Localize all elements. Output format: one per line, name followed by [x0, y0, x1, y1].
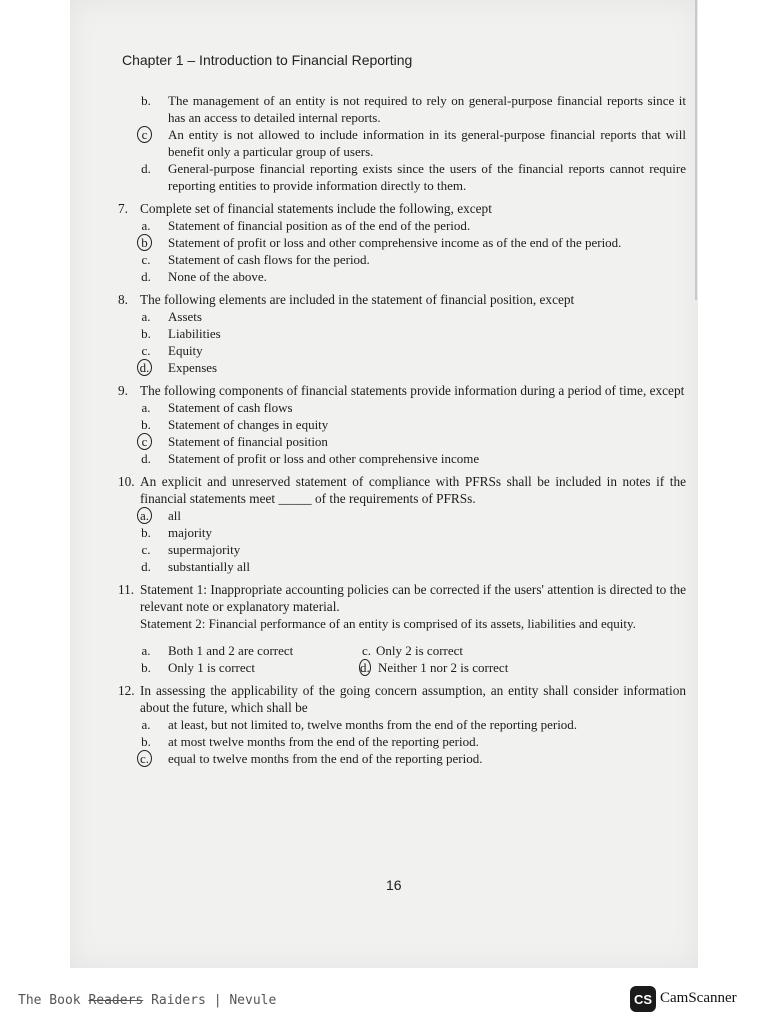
- question-text: The following elements are included in the statement of financial position, except: [140, 292, 575, 307]
- choice-letter-circled: d.: [360, 660, 370, 675]
- choice-letter: b.: [141, 417, 151, 432]
- question-11: [118, 581, 686, 676]
- choice-text: Equity: [168, 343, 203, 358]
- choice-letter: c.: [362, 643, 372, 658]
- choice-letter: c.: [141, 252, 151, 267]
- choice-letter-circled: a.: [137, 507, 152, 524]
- choice-letter-circled: c.: [137, 750, 152, 767]
- question-item: [118, 382, 686, 467]
- question-number: 11.: [118, 582, 135, 597]
- choice-text: Expenses: [168, 360, 218, 375]
- choice-item[interactable]: [140, 160, 686, 194]
- choice-item[interactable]: [140, 126, 686, 160]
- choices-list: [140, 716, 686, 767]
- choice-letter: a.: [141, 400, 151, 415]
- question-number: 9.: [118, 383, 128, 398]
- choice-letter: c.: [141, 343, 151, 358]
- footer-text-a: The Book: [18, 993, 89, 1008]
- question-text: An explicit and unreserved statement of compliance with PFRSs shall be included in notes if the financial statements meet _____ of the requirements of PFRSs.: [140, 474, 686, 506]
- choice-text: Neither 1 nor 2 is correct: [378, 660, 509, 675]
- question-text: The following components of financial statements provide information during a period of time, except: [140, 383, 685, 398]
- choice-item[interactable]: [140, 507, 686, 524]
- choice-text: Statement of financial position: [168, 434, 328, 449]
- question-item: [118, 200, 686, 285]
- choice-item[interactable]: [140, 716, 686, 733]
- choice-letter: b.: [141, 525, 151, 540]
- choice-item[interactable]: [140, 399, 686, 416]
- page-edge-line: [695, 0, 697, 300]
- footer-text-b: Raiders | Nevule: [143, 993, 277, 1008]
- choice-text: Assets: [168, 309, 202, 324]
- page-content: [118, 92, 686, 767]
- choice-item[interactable]: [140, 217, 686, 234]
- choice-item[interactable]: [140, 325, 686, 342]
- choice-text: Statement of changes in equity: [168, 417, 329, 432]
- choice-b[interactable]: [140, 659, 362, 676]
- choice-text: Statement of cash flows: [168, 400, 293, 415]
- statement-2: Statement 2: Financial performance of an entity is comprised of its assets, liabilities and equity.: [140, 616, 636, 631]
- choices-list: [140, 507, 686, 575]
- choice-letter: d.: [141, 161, 151, 176]
- choice-letter-circled: d.: [137, 359, 152, 376]
- choices-list: [140, 217, 686, 285]
- choice-item[interactable]: [140, 733, 686, 750]
- choice-item[interactable]: [140, 558, 686, 575]
- choice-letter-circled: c: [137, 433, 152, 450]
- question-text: In assessing the applicability of the going concern assumption, an entity shall consider information about the future, which shall be: [140, 683, 686, 715]
- choice-item[interactable]: [140, 416, 686, 433]
- choice-text: Only 1 is correct: [168, 660, 256, 675]
- footer-strike-text: Readers: [88, 993, 144, 1008]
- choice-item[interactable]: [140, 92, 686, 126]
- choice-text: General-purpose financial reporting exists since the users of the financial reports cannot require reporting entities to provide information directly to them.: [168, 161, 686, 193]
- question-number: 10.: [118, 474, 135, 489]
- choice-letter: b.: [141, 93, 151, 108]
- choice-letter: a.: [141, 309, 151, 324]
- choice-text: Statement of profit or loss and other comprehensive income as of the end of the period.: [168, 235, 622, 250]
- page-number: 16: [386, 877, 402, 893]
- choice-item[interactable]: [140, 541, 686, 558]
- questions-list: [118, 200, 686, 575]
- choice-letter: d.: [141, 559, 151, 574]
- question-number: 8.: [118, 292, 128, 307]
- choice-item[interactable]: [140, 750, 686, 767]
- footer-credit: [18, 993, 276, 1008]
- choice-c[interactable]: [362, 642, 662, 659]
- choice-text: at most twelve months from the end of the reporting period.: [168, 734, 479, 749]
- choice-text: Statement of profit or loss and other comprehensive income: [168, 451, 480, 466]
- choice-d[interactable]: [362, 659, 662, 676]
- question-number: 12.: [118, 683, 135, 698]
- choice-item[interactable]: [140, 450, 686, 467]
- camscanner-logo-icon: CS: [630, 986, 656, 1012]
- choice-letter-circled: c: [137, 126, 152, 143]
- choice-item[interactable]: [140, 234, 686, 251]
- choices-list: [140, 399, 686, 467]
- choice-letter: d.: [141, 451, 151, 466]
- choice-item[interactable]: [140, 308, 686, 325]
- choice-item[interactable]: [140, 268, 686, 285]
- choice-a[interactable]: [140, 642, 362, 659]
- question-12: [118, 682, 686, 767]
- choices-list: [140, 308, 686, 376]
- choice-letter: a.: [141, 717, 151, 732]
- question-6-choices: [140, 92, 686, 194]
- choice-text: An entity is not allowed to include information in its general-purpose financial reports that will benefit only a particular group of users.: [168, 127, 686, 159]
- choice-item[interactable]: [140, 359, 686, 376]
- choice-text: all: [168, 508, 181, 523]
- question-item: [118, 291, 686, 376]
- choice-text: substantially all: [168, 559, 250, 574]
- choice-text: Statement of cash flows for the period.: [168, 252, 370, 267]
- choice-letter: b.: [141, 660, 151, 675]
- q11-choices-row-1: [140, 642, 686, 659]
- choice-text: majority: [168, 525, 213, 540]
- question-number: 7.: [118, 201, 128, 216]
- choice-text: Statement of financial position as of the end of the period.: [168, 218, 471, 233]
- choice-text: Only 2 is correct: [376, 643, 464, 658]
- choice-letter: c.: [141, 542, 151, 557]
- choice-text: None of the above.: [168, 269, 267, 284]
- choice-letter-circled: b: [137, 234, 152, 251]
- choice-letter: b.: [141, 326, 151, 341]
- statement-1: Statement 1: Inappropriate accounting policies can be corrected if the users' attention is directed to the relevant note or explanatory material.: [140, 582, 686, 614]
- choice-letter: a.: [141, 218, 151, 233]
- choice-item[interactable]: [140, 251, 686, 268]
- camscanner-label: CamScanner: [660, 990, 737, 1006]
- question-item: [118, 473, 686, 575]
- choice-letter: a.: [141, 643, 151, 658]
- q11-choices-row-2: [140, 659, 686, 676]
- choice-letter: d.: [141, 269, 151, 284]
- choice-text: Both 1 and 2 are correct: [168, 643, 294, 658]
- choice-item[interactable]: [140, 524, 686, 541]
- choice-letter: b.: [141, 734, 151, 749]
- choice-text: Liabilities: [168, 326, 221, 341]
- choice-text: The management of an entity is not required to rely on general-purpose financial reports since it has an access to detailed internal reports.: [168, 93, 686, 125]
- choice-text: at least, but not limited to, twelve months from the end of the reporting period.: [168, 717, 578, 732]
- chapter-title: Chapter 1 – Introduction to Financial Reporting: [122, 52, 413, 68]
- choice-item[interactable]: [140, 433, 686, 450]
- question-text: Complete set of financial statements include the following, except: [140, 201, 492, 216]
- choice-text: equal to twelve months from the end of the reporting period.: [168, 751, 483, 766]
- choice-text: supermajority: [168, 542, 241, 557]
- choice-item[interactable]: [140, 342, 686, 359]
